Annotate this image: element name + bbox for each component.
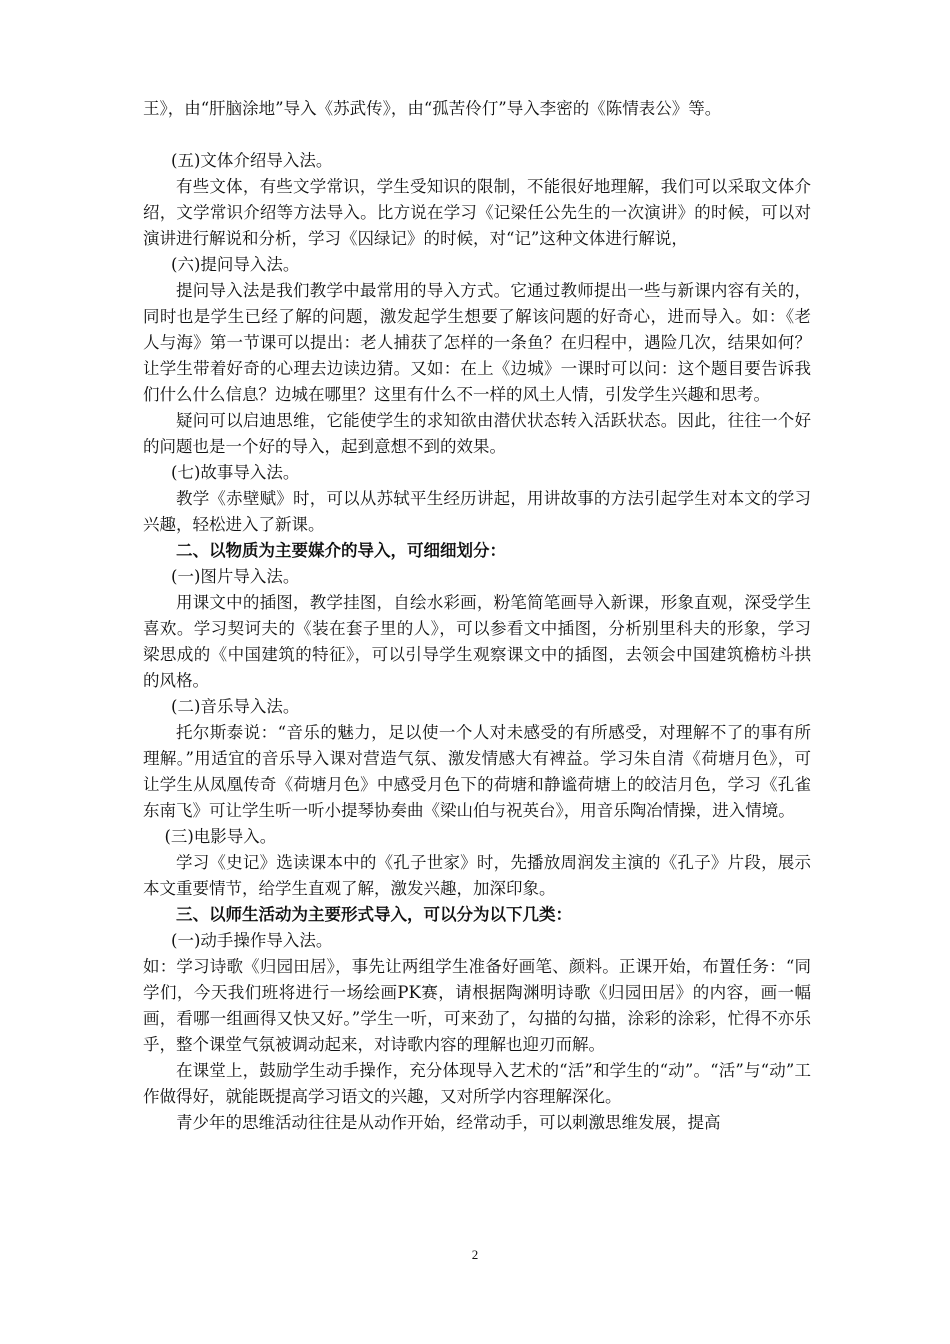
- page-number: 2: [471, 1247, 479, 1262]
- subheading-wenti: (五)文体介绍导入法。: [171, 151, 333, 170]
- document-body: [143, 96, 811, 1136]
- subheading-dianying: (三)电影导入。: [164, 827, 277, 846]
- blank-line: [143, 122, 811, 148]
- paragraph-gushi: 教学《赤壁赋》时，可以从苏轼平生经历讲起，用讲故事的方法引起学生对本文的学习兴趣，轻松进入了新课。: [143, 489, 811, 534]
- paragraph-yinyue: 托尔斯泰说：“音乐的魅力，足以使一个人对未感受的有所感受，对理解不了的事有所理解。”用适宜的音乐导入课对营造气氛、激发情感大有裨益。学习朱自清《荷塘月色》，可让学生从凤凰传奇《荷塘月色》中感受月色下的荷塘和静谧荷塘上的皎洁月色，学习《孔雀东南飞》可让学生听一听小提琴协奏曲《梁山伯与祝英台》，用音乐陶冶情操，进入情境。: [143, 723, 811, 820]
- section-heading-3: 三、以师生活动为主要形式导入，可以分为以下几类：: [176, 905, 572, 924]
- paragraph-wenti: 有些文体，有些文学常识，学生受知识的限制，不能很好地理解，我们可以采取文体介绍，文学常识介绍等方法导入。比方说在学习《记梁任公先生的一次演讲》的时候，可以对演讲进行解说和分析，学习《囚绿记》的时候，对“记”这种文体进行解说，: [143, 177, 811, 248]
- subheading-tupian: (一)图片导入法。: [171, 567, 300, 586]
- paragraph-yiwen: 疑问可以启迪思维，它能使学生的求知欲由潜伏状态转入活跃状态。因此，往往一个好的问题也是一个好的导入，起到意想不到的效果。: [143, 411, 811, 456]
- paragraph-dianying: 学习《史记》选读课本中的《孔子世家》时，先播放周润发主演的《孔子》片段，展示本文重要情节，给学生直观了解，激发兴趣，加深印象。: [143, 853, 811, 898]
- subheading-tiwen: (六)提问导入法。: [171, 255, 300, 274]
- subheading-yinyue: (二)音乐导入法。: [171, 697, 300, 716]
- section-heading-2: 二、以物质为主要媒介的导入，可细细划分：: [176, 541, 506, 560]
- paragraph-dongshou: 如：学习诗歌《归园田居》，事先让两组学生准备好画笔、颜料。正课开始，布置任务：“同学们，今天我们班将进行一场绘画PK赛，请根据陶渊明诗歌《归园田居》的内容，画一幅画，看哪一组画得又快又好。”学生一听，可来劲了，勾描的勾描，涂彩的涂彩，忙得不亦乐乎，整个课堂气氛被调动起来，对诗歌内容的理解也迎刃而解。: [143, 957, 811, 1054]
- paragraph-continuation: 王》，由“肝脑涂地”导入《苏武传》，由“孤苦伶仃”导入李密的《陈情表公》等。: [143, 99, 722, 118]
- subheading-dongshou: (一)动手操作导入法。: [171, 931, 333, 950]
- subheading-gushi: (七)故事导入法。: [171, 463, 300, 482]
- paragraph-siwei: 青少年的思维活动往往是从动作开始，经常动手，可以刺激思维发展，提高: [176, 1113, 721, 1132]
- paragraph-tiwen: 提问导入法是我们教学中最常用的导入方式。它通过教师提出一些与新课内容有关的，同时也是学生已经了解的问题，激发起学生想要了解该问题的好奇心，进而导入。如：《老人与海》第一节课可以提出：老人捕获了怎样的一条鱼？在归程中，遇险几次，结果如何？让学生带着好奇的心理去边读边猜。又如：在上《边城》一课时可以问：这个题目要告诉我们什么什么信息？边城在哪里？这里有什么不一样的风土人情，引发学生兴趣和思考。: [143, 281, 811, 404]
- paragraph-tupian: 用课文中的插图，教学挂图，自绘水彩画，粉笔简笔画导入新课，形象直观，深受学生喜欢。学习契诃夫的《装在套子里的人》，可以参看文中插图，分析别里科夫的形象，学习梁思成的《中国建筑的特征》，可以引导学生观察课文中的插图，去领会中国建筑檐枋斗拱的风格。: [143, 593, 811, 690]
- paragraph-huodong: 在课堂上，鼓励学生动手操作，充分体现导入艺术的“活”和学生的“动”。“活”与“动”工作做得好，就能既提高学习语文的兴趣，又对所学内容理解深化。: [143, 1061, 811, 1106]
